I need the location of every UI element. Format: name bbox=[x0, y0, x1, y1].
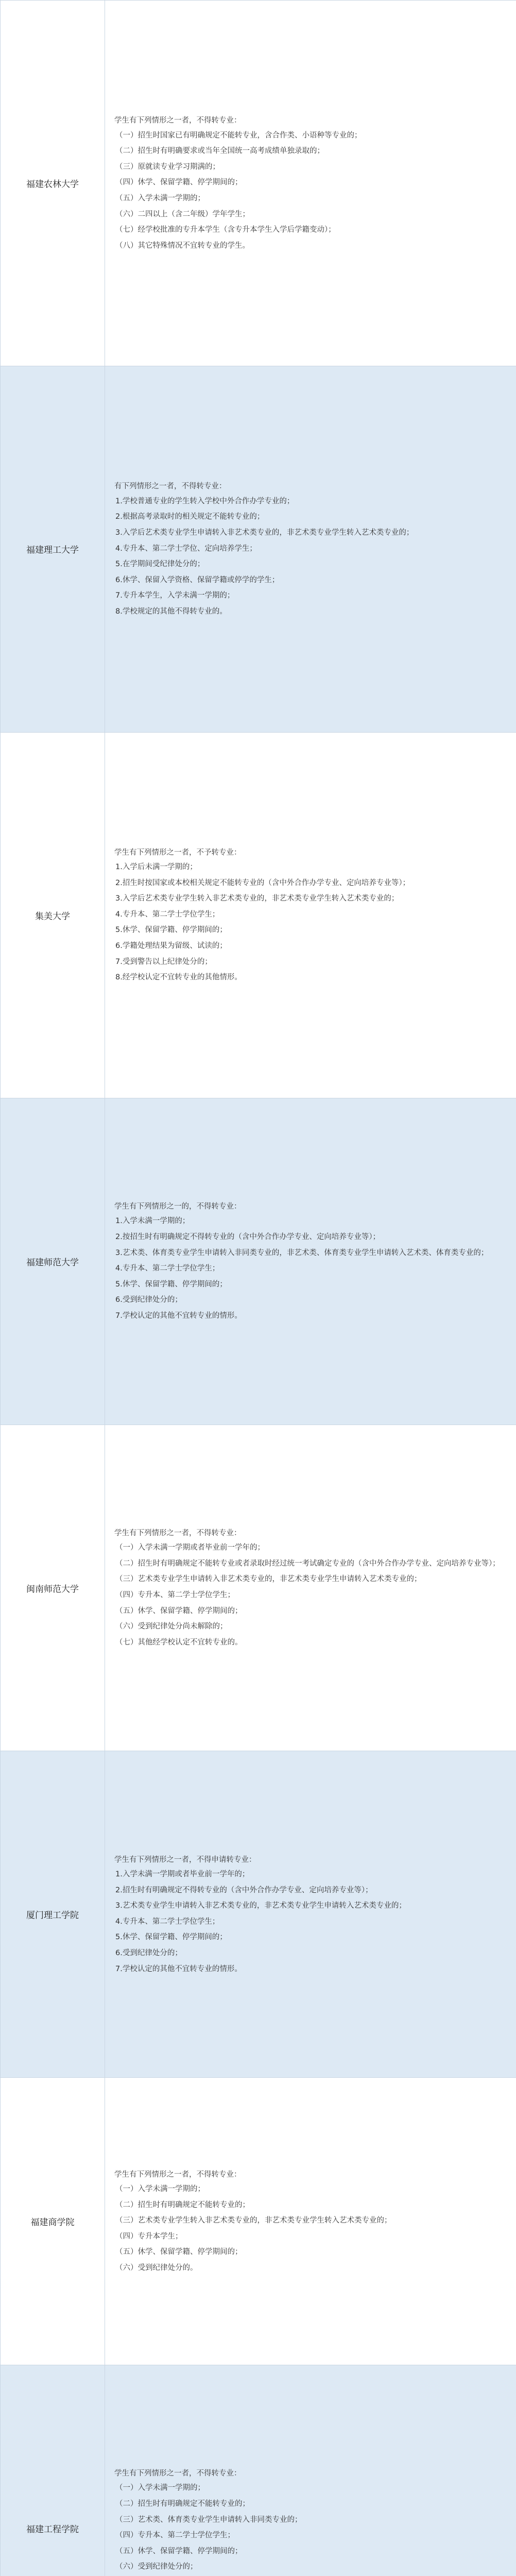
policy-intro: 学生有下列情形之一者，不得转专业： bbox=[114, 2469, 242, 2478]
policy-item: （五）休学、保留学籍、停学期间的； bbox=[115, 2547, 243, 2555]
university-name: 福建师范大学 bbox=[1, 1098, 105, 1425]
policy-item: （四）专升本、第二学士学位学生； bbox=[115, 2531, 235, 2540]
policy-content bbox=[105, 1, 516, 366]
policy-item: （六）二四以上（含二年级）学年学生； bbox=[115, 210, 250, 218]
policy-item: 1.入学后未满一学期的； bbox=[115, 863, 197, 872]
policy-item: （七）经学校批准的专升本学生（含专升本学生入学后学籍变动）； bbox=[115, 226, 336, 234]
policy-content bbox=[105, 2078, 516, 2365]
policy-item: （二）招生时有明确规定不能转专业或者录取时经过统一考试确定专业的（含中外合作办学专业、定向培养专业等）； bbox=[115, 1559, 500, 1568]
policy-item: 3.艺术类、体育类专业学生申请转入非同类专业的，非艺术类、体育类专业学生申请转入艺术类、体育类专业的； bbox=[115, 1248, 489, 1257]
policy-item: 4.专升本、第二学士学位学生； bbox=[115, 1264, 220, 1273]
policy-item: （三）原就读专业学习期满的； bbox=[115, 162, 220, 171]
policy-intro: 学生有下列情形之一者，不得转专业： bbox=[114, 116, 242, 125]
policy-item: （四）专升本、第二学士学位学生； bbox=[115, 1591, 235, 1600]
policy-item: 6.学籍处理结果为留级、试读的； bbox=[115, 942, 227, 951]
policy-content bbox=[105, 2365, 516, 2576]
policy-item: 6.受到纪律处分的； bbox=[115, 1949, 182, 1958]
policy-item: 3.艺术类专业学生申请转入非艺术类专业的，非艺术类专业学生申请转入艺术类专业的； bbox=[115, 1902, 406, 1910]
university-name: 福建工程学院 bbox=[1, 2365, 105, 2576]
university-name: 福建理工大学 bbox=[1, 366, 105, 732]
university-name: 福建农林大学 bbox=[1, 1, 105, 366]
policy-content bbox=[105, 732, 516, 1098]
policy-item: （四）休学、保留学籍、停学期间的； bbox=[115, 178, 243, 187]
policy-intro: 学生有下列情形之一者，不得转专业： bbox=[114, 2170, 242, 2179]
policy-item: 4.专升本、第二学士学位学生； bbox=[115, 910, 220, 919]
policy-item: （七）其他经学校认定不宜转专业的。 bbox=[115, 1638, 243, 1647]
table-body bbox=[1, 1, 516, 2576]
policy-item: 7.受到警告以上纪律处分的； bbox=[115, 957, 212, 966]
policy-item: （六）受到纪律处分的； bbox=[115, 2563, 198, 2571]
policy-item: 4.专升本、第二学士学位、定向培养学生； bbox=[115, 544, 257, 553]
policy-item: （五）休学、保留学籍、停学期间的； bbox=[115, 2248, 243, 2257]
policy-item: 2.按招生时有明确规定不得转专业的（含中外合作办学专业、定向培养专业等）； bbox=[115, 1233, 381, 1242]
policy-item: 7.学校认定的其他不宜转专业的情形。 bbox=[115, 1311, 242, 1320]
policy-item: （一）入学未满一学期的； bbox=[115, 2185, 205, 2194]
university-name: 闽南师范大学 bbox=[1, 1425, 105, 1751]
policy-item: 2.招生时有明确规定不得转专业的（含中外合作办学专业、定向培养专业等）； bbox=[115, 1886, 373, 1894]
university-name: 集美大学 bbox=[1, 732, 105, 1098]
policy-item: （六）受到纪律处分尚未解除的； bbox=[115, 1622, 228, 1631]
policy-item: 6.休学、保留入学资格、保留学籍或停学的学生； bbox=[115, 575, 280, 584]
table-row bbox=[1, 1425, 516, 1751]
policy-item: 5.休学、保留学籍、停学期间的； bbox=[115, 1280, 227, 1289]
policy-item: （二）招生时有明确规定不能转专业的； bbox=[115, 2200, 250, 2209]
policy-item: （三）艺术类专业学生转入非艺术类专业的，非艺术类专业学生转入艺术类专业的； bbox=[115, 2216, 392, 2225]
policy-item: （三）艺术类、体育类专业学生申请转入非同类专业的； bbox=[115, 2515, 302, 2524]
policy-item: 3.入学后艺术类专业学生转入非艺术类专业的，非艺术类专业学生转入艺术类专业的； bbox=[115, 894, 399, 903]
policy-item: （五）休学、保留学籍、停学期间的； bbox=[115, 1606, 243, 1615]
policy-content bbox=[105, 366, 516, 732]
policy-item: （一）招生时国家已有明确规定不能转专业，含合作类、小语种等专业的； bbox=[115, 131, 362, 140]
table-row bbox=[1, 1, 516, 366]
policy-item: 6.受到纪律处分的； bbox=[115, 1296, 182, 1304]
policy-item: 1.入学未满一学期的； bbox=[115, 1217, 190, 1226]
university-name: 福建商学院 bbox=[1, 2078, 105, 2365]
policy-item: （一）入学未满一学期或者毕业前一学年的； bbox=[115, 1544, 265, 1552]
policy-content bbox=[105, 1098, 516, 1425]
policy-item: 5.在学期间受纪律处分的； bbox=[115, 560, 205, 569]
university-name: 厦门理工学院 bbox=[1, 1751, 105, 2078]
policy-item: （四）专升本学生； bbox=[115, 2232, 183, 2241]
policy-item: 2.招生时按国家或本校相关规定不能转专业的（含中外合作办学专业、定向培养专业等）； bbox=[115, 878, 410, 887]
policy-intro: 学生有下列情形之一者，不得申请转专业： bbox=[114, 1855, 256, 1864]
policy-item: 2.根据高考录取时的相关规定不能转专业的； bbox=[115, 513, 265, 521]
table-row bbox=[1, 1098, 516, 1425]
policy-item: 1.学校普通专业的学生转入学校中外合作办学专业的； bbox=[115, 497, 295, 505]
policy-intro: 学生有下列情形之一者，不予转专业： bbox=[114, 848, 242, 857]
policy-intro: 学生有下列情形之一的，不得转专业： bbox=[114, 1202, 242, 1211]
table-row bbox=[1, 366, 516, 732]
policy-item: 5.休学、保留学籍、停学期间的； bbox=[115, 926, 227, 935]
policy-item: （三）艺术类专业学生申请转入非艺术类专业的，非艺术类专业学生申请转入艺术类专业的； bbox=[115, 1575, 422, 1584]
policy-content bbox=[105, 1751, 516, 2078]
policy-intro: 有下列情形之一者，不得转专业： bbox=[114, 482, 227, 491]
policy-item: 8.经学校认定不宜转专业的其他情形。 bbox=[115, 973, 242, 982]
policy-item: 8.学校规定的其他不得转专业的。 bbox=[115, 607, 227, 616]
policy-item: 5.休学、保留学籍、停学期间的； bbox=[115, 1933, 227, 1942]
policy-item: （八）其它特殊情况不宜转专业的学生。 bbox=[115, 241, 250, 250]
table-row bbox=[1, 2078, 516, 2365]
policy-item: 3.入学后艺术类专业学生申请转入非艺术类专业的，非艺术类专业学生转入艺术类专业的； bbox=[115, 529, 414, 537]
table-row bbox=[1, 2365, 516, 2576]
policy-item: 7.专升本学生，入学未满一学期的； bbox=[115, 591, 235, 600]
table-row bbox=[1, 1751, 516, 2078]
policy-item: 4.专升本、第二学士学位学生； bbox=[115, 1917, 220, 1926]
table-row bbox=[1, 732, 516, 1098]
policy-item: （一）入学未满一学期的； bbox=[115, 2484, 205, 2493]
policy-item: （五）入学未满一学期的； bbox=[115, 194, 205, 202]
policy-intro: 学生有下列情形之一者，不得转专业： bbox=[114, 1529, 242, 1537]
policy-item: （二）招生时有明确要求或当年全国统一高考成绩单独录取的； bbox=[115, 147, 324, 156]
policy-item: （二）招生时有明确规定不能转专业的； bbox=[115, 2500, 250, 2509]
policy-item: 1.入学未满一学期或者毕业前一学年的； bbox=[115, 1870, 250, 1879]
policy-item: （六）受到纪律处分的。 bbox=[115, 2263, 198, 2272]
policy-item: 7.学校认定的其他不宜转专业的情形。 bbox=[115, 1964, 242, 1973]
policy-content bbox=[105, 1425, 516, 1751]
